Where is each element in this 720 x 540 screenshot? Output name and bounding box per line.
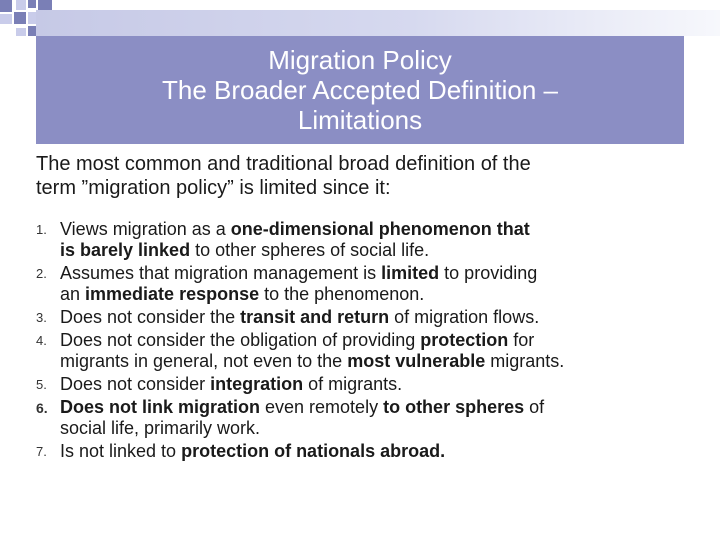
- list-item-text: an: [60, 284, 86, 304]
- list-item-text: of: [524, 397, 545, 417]
- list-item-line: [60, 284, 686, 305]
- title-line: The Broader Accepted Definition –: [161, 75, 559, 105]
- emphasized-text: one-dimensional phenomenon that: [230, 219, 530, 239]
- list-item: [36, 219, 686, 261]
- list-item-text: of migrants.: [303, 374, 403, 394]
- list-item-line: [60, 330, 686, 351]
- list-item-text: even remotely: [260, 397, 384, 417]
- emphasized-text: transit and return: [240, 307, 390, 327]
- list-item: [36, 330, 686, 372]
- emphasized-text: integration: [210, 374, 304, 394]
- corner-square-3: [28, 0, 36, 8]
- list-item-number: 5.: [36, 377, 47, 392]
- top-gradient-strip: [36, 10, 720, 36]
- list-item-line: [60, 418, 686, 439]
- list-item: [36, 374, 686, 395]
- list-item-line: [60, 263, 686, 284]
- list-item-number: 3.: [36, 310, 47, 325]
- corner-square-9: [28, 26, 36, 36]
- emphasized-text: most vulnerable: [347, 351, 486, 371]
- title-line: Limitations: [297, 105, 423, 135]
- list-item-number: 6.: [36, 400, 48, 416]
- list-item-line: [60, 397, 686, 418]
- intro-line: The most common and traditional broad definition of the: [36, 153, 531, 175]
- corner-square-6: [28, 12, 36, 24]
- list-item: [36, 441, 686, 462]
- list-item: [36, 307, 686, 328]
- slide-title: [36, 36, 684, 144]
- list-item: [36, 263, 686, 305]
- intro-line: term ”migration policy” is limited since it:: [36, 177, 391, 199]
- list-item: [36, 397, 686, 439]
- list-item-number: 2.: [36, 266, 47, 281]
- corner-square-7: [38, 0, 52, 10]
- corner-square-5: [14, 12, 26, 24]
- list-item-line: [60, 219, 686, 240]
- emphasized-text: immediate response: [85, 284, 260, 304]
- list-item-text: of migration flows.: [389, 307, 540, 327]
- list-item-text: social life, primarily work.: [60, 418, 261, 438]
- list-item-line: [60, 441, 686, 462]
- list-item-text: migrants in general, not even to the: [60, 351, 348, 371]
- list-item-line: [60, 351, 686, 372]
- list-item-text: to providing: [439, 263, 538, 283]
- list-item-text: to other spheres of social life.: [190, 240, 430, 260]
- list-item-number: 1.: [36, 222, 47, 237]
- list-item-line: [60, 307, 686, 328]
- intro-paragraph: [36, 152, 676, 200]
- title-line: Migration Policy: [268, 45, 452, 75]
- corner-square-1: [0, 0, 12, 12]
- emphasized-text: is barely linked: [60, 240, 191, 260]
- corner-square-2: [16, 0, 26, 10]
- list-item-text: Is not linked to: [60, 441, 182, 461]
- emphasized-text: Does not link migration: [60, 397, 261, 417]
- corner-square-8: [16, 28, 26, 36]
- list-item-text: Assumes that migration management is: [60, 263, 382, 283]
- list-item-text: Does not consider: [60, 374, 211, 394]
- list-item-line: [60, 374, 686, 395]
- list-item-text: migrants.: [485, 351, 565, 371]
- emphasized-text: to other spheres: [383, 397, 525, 417]
- corner-square-4: [0, 14, 12, 24]
- emphasized-text: protection: [420, 330, 509, 350]
- list-item-line: [60, 240, 686, 261]
- list-item-text: Does not consider the obligation of providing: [60, 330, 421, 350]
- list-item-number: 7.: [36, 444, 47, 459]
- emphasized-text: protection of nationals abroad.: [181, 441, 446, 461]
- list-item-text: Views migration as a: [60, 219, 231, 239]
- emphasized-text: limited: [381, 263, 440, 283]
- list-item-text: Does not consider the: [60, 307, 241, 327]
- list-item-text: for: [508, 330, 535, 350]
- list-item-number: 4.: [36, 333, 47, 348]
- numbered-list: [36, 219, 686, 464]
- list-item-text: to the phenomenon.: [259, 284, 425, 304]
